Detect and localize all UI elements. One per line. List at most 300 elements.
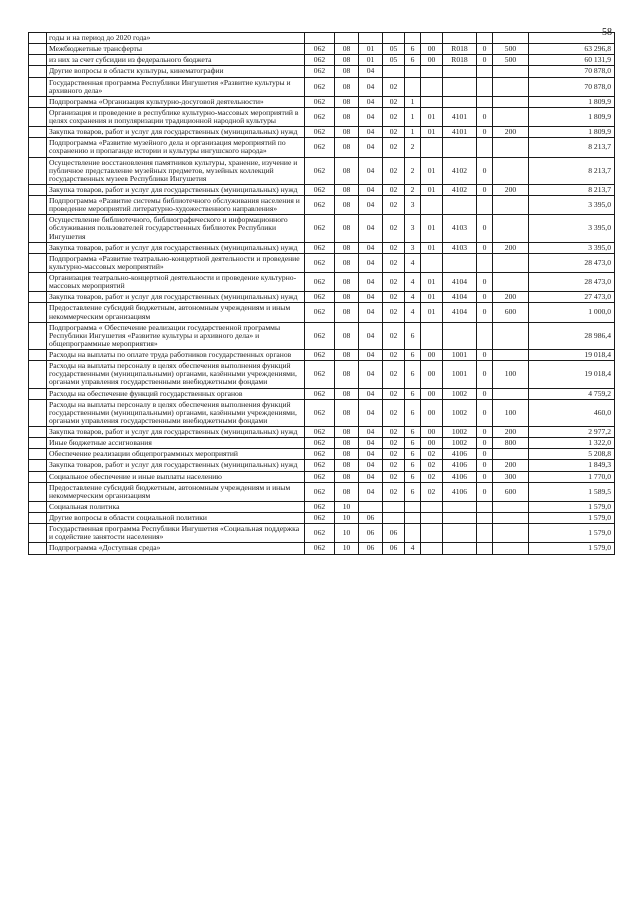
admin-code-cell: 062 (305, 253, 335, 272)
event-code-cell: 00 (421, 55, 443, 66)
reserve-code-cell: 0 (477, 292, 493, 303)
admin-code-cell: 062 (305, 427, 335, 438)
admin-code-cell: 062 (305, 524, 335, 543)
section-code-cell: 08 (335, 77, 359, 96)
event-code-cell: 01 (421, 107, 443, 126)
reserve-code-cell: 0 (477, 127, 493, 138)
reserve-code-cell: 0 (477, 427, 493, 438)
row-marker-cell (29, 471, 47, 482)
table-row (29, 449, 615, 460)
reserve-code-cell: 0 (477, 460, 493, 471)
reserve-code-cell: 0 (477, 388, 493, 399)
subprogram-code-cell: 6 (405, 427, 421, 438)
event-code-cell: 01 (421, 157, 443, 184)
subsection-code-cell: 06 (359, 524, 383, 543)
amount-cell: 2 977,2 (529, 427, 615, 438)
row-name-cell: Межбюджетные трансферты (47, 44, 305, 55)
admin-code-cell: 062 (305, 127, 335, 138)
expense-type-cell: 100 (493, 361, 529, 388)
reserve-code-cell: 0 (477, 399, 493, 426)
row-name-cell: Государственная программа Республики Ингушетия «Развитие культуры и архивного дела» (47, 77, 305, 96)
direction-code-cell (443, 138, 477, 157)
direction-code-cell (443, 66, 477, 77)
amount-cell: 1 809,9 (529, 107, 615, 126)
row-marker-cell (29, 399, 47, 426)
admin-code-cell: 062 (305, 350, 335, 361)
expense-type-cell (493, 77, 529, 96)
subprogram-code-cell: 6 (405, 361, 421, 388)
direction-code-cell (443, 33, 477, 44)
section-code-cell: 08 (335, 292, 359, 303)
subprogram-code-cell: 2 (405, 138, 421, 157)
amount-cell: 1 579,0 (529, 543, 615, 554)
amount-cell: 28 473,0 (529, 273, 615, 292)
row-name-cell: Осуществление библиотечного, библиографического и информационного обслуживания пользователей государственных библиотек Республики Ингушетия (47, 215, 305, 242)
reserve-code-cell: 0 (477, 184, 493, 195)
row-marker-cell (29, 292, 47, 303)
subsection-code-cell: 04 (359, 253, 383, 272)
row-name-cell: Подпрограмма «Организация культурно-досуговой деятельности» (47, 96, 305, 107)
table-row (29, 399, 615, 426)
section-code-cell: 08 (335, 96, 359, 107)
row-name-cell: Расходы на выплаты персоналу в целях обеспечения выполнения функций государственными (муниципальными) органами, казёнными учреждениями, органами управления государственными внебюджетными фондами (47, 361, 305, 388)
row-marker-cell (29, 438, 47, 449)
row-marker-cell (29, 242, 47, 253)
direction-code-cell: 1001 (443, 350, 477, 361)
subprogram-code-cell: 4 (405, 292, 421, 303)
section-code-cell: 08 (335, 138, 359, 157)
row-marker-cell (29, 138, 47, 157)
subsection-code-cell: 04 (359, 388, 383, 399)
reserve-code-cell: 0 (477, 482, 493, 501)
subprogram-code-cell: 6 (405, 55, 421, 66)
expense-type-cell: 500 (493, 44, 529, 55)
row-marker-cell (29, 501, 47, 512)
reserve-code-cell: 0 (477, 55, 493, 66)
direction-code-cell: 1002 (443, 438, 477, 449)
amount-cell: 1 000,0 (529, 303, 615, 322)
direction-code-cell: R018 (443, 55, 477, 66)
program-code-cell (383, 513, 405, 524)
event-code-cell (421, 253, 443, 272)
row-name-cell: Другие вопросы в области социальной политики (47, 513, 305, 524)
admin-code-cell: 062 (305, 215, 335, 242)
table-row (29, 253, 615, 272)
subsection-code-cell: 06 (359, 513, 383, 524)
reserve-code-cell (477, 253, 493, 272)
expense-type-cell: 300 (493, 471, 529, 482)
event-code-cell: 01 (421, 184, 443, 195)
section-code-cell: 08 (335, 273, 359, 292)
table-body (29, 33, 615, 555)
row-name-cell: Расходы на выплаты по оплате труда работников государственных органов (47, 350, 305, 361)
table-row (29, 501, 615, 512)
direction-code-cell (443, 543, 477, 554)
event-code-cell (421, 322, 443, 349)
event-code-cell: 00 (421, 350, 443, 361)
direction-code-cell: 1002 (443, 427, 477, 438)
reserve-code-cell (477, 33, 493, 44)
event-code-cell: 01 (421, 242, 443, 253)
table-row (29, 55, 615, 66)
event-code-cell: 00 (421, 399, 443, 426)
expense-type-cell: 200 (493, 292, 529, 303)
row-marker-cell (29, 322, 47, 349)
amount-cell: 19 018,4 (529, 350, 615, 361)
direction-code-cell: 4103 (443, 242, 477, 253)
admin-code-cell: 062 (305, 96, 335, 107)
table-row (29, 44, 615, 55)
table-row (29, 127, 615, 138)
row-marker-cell (29, 196, 47, 215)
expense-type-cell: 600 (493, 482, 529, 501)
program-code-cell: 02 (383, 303, 405, 322)
subprogram-code-cell: 6 (405, 399, 421, 426)
program-code-cell: 02 (383, 77, 405, 96)
section-code-cell: 08 (335, 361, 359, 388)
subprogram-code-cell: 4 (405, 543, 421, 554)
subsection-code-cell: 04 (359, 350, 383, 361)
section-code-cell: 08 (335, 482, 359, 501)
subsection-code-cell: 04 (359, 292, 383, 303)
program-code-cell (383, 501, 405, 512)
subprogram-code-cell: 1 (405, 127, 421, 138)
subprogram-code-cell: 6 (405, 471, 421, 482)
expense-type-cell (493, 388, 529, 399)
row-name-cell: Закупка товаров, работ и услуг для государственных (муниципальных) нужд (47, 242, 305, 253)
direction-code-cell: 4106 (443, 471, 477, 482)
expense-type-cell: 800 (493, 438, 529, 449)
section-code-cell: 08 (335, 44, 359, 55)
subsection-code-cell: 04 (359, 77, 383, 96)
event-code-cell: 00 (421, 44, 443, 55)
table-row (29, 292, 615, 303)
subprogram-code-cell: 3 (405, 215, 421, 242)
table-row (29, 460, 615, 471)
expense-type-cell (493, 138, 529, 157)
program-code-cell: 02 (383, 184, 405, 195)
reserve-code-cell: 0 (477, 242, 493, 253)
reserve-code-cell: 0 (477, 449, 493, 460)
row-marker-cell (29, 96, 47, 107)
admin-code-cell: 062 (305, 449, 335, 460)
event-code-cell (421, 513, 443, 524)
admin-code-cell: 062 (305, 292, 335, 303)
reserve-code-cell: 0 (477, 157, 493, 184)
subsection-code-cell: 04 (359, 303, 383, 322)
program-code-cell: 02 (383, 253, 405, 272)
amount-cell: 8 213,7 (529, 138, 615, 157)
table-row (29, 482, 615, 501)
admin-code-cell: 062 (305, 242, 335, 253)
row-name-cell: Расходы на выплаты персоналу в целях обеспечения выполнения функций государственными (муниципальными) органами, казёнными учреждениями, органами управления государственными внебюджетными фондами (47, 399, 305, 426)
section-code-cell: 08 (335, 253, 359, 272)
subprogram-code-cell: 6 (405, 350, 421, 361)
row-marker-cell (29, 482, 47, 501)
reserve-code-cell: 0 (477, 471, 493, 482)
expense-type-cell (493, 449, 529, 460)
expense-type-cell (493, 215, 529, 242)
amount-cell: 28 473,0 (529, 253, 615, 272)
row-name-cell: Другие вопросы в области культуры, кинематографии (47, 66, 305, 77)
program-code-cell (383, 66, 405, 77)
section-code-cell: 10 (335, 501, 359, 512)
expense-type-cell (493, 543, 529, 554)
event-code-cell: 00 (421, 438, 443, 449)
event-code-cell: 02 (421, 449, 443, 460)
subprogram-code-cell: 4 (405, 273, 421, 292)
row-name-cell: Закупка товаров, работ и услуг для государственных (муниципальных) нужд (47, 184, 305, 195)
event-code-cell (421, 77, 443, 96)
direction-code-cell (443, 96, 477, 107)
subprogram-code-cell: 6 (405, 322, 421, 349)
direction-code-cell (443, 253, 477, 272)
event-code-cell (421, 524, 443, 543)
reserve-code-cell: 0 (477, 303, 493, 322)
row-marker-cell (29, 253, 47, 272)
subsection-code-cell: 04 (359, 438, 383, 449)
subsection-code-cell: 04 (359, 322, 383, 349)
subprogram-code-cell: 6 (405, 388, 421, 399)
subprogram-code-cell: 6 (405, 449, 421, 460)
reserve-code-cell (477, 66, 493, 77)
admin-code-cell: 062 (305, 399, 335, 426)
row-marker-cell (29, 33, 47, 44)
direction-code-cell: 4106 (443, 482, 477, 501)
program-code-cell (383, 33, 405, 44)
row-name-cell: из них за счет субсидии из федерального бюджета (47, 55, 305, 66)
expense-type-cell: 200 (493, 127, 529, 138)
program-code-cell: 02 (383, 350, 405, 361)
table-row (29, 96, 615, 107)
subsection-code-cell: 04 (359, 215, 383, 242)
table-row (29, 273, 615, 292)
amount-cell: 1 579,0 (529, 513, 615, 524)
direction-code-cell (443, 77, 477, 96)
amount-cell: 8 213,7 (529, 157, 615, 184)
section-code-cell: 10 (335, 543, 359, 554)
admin-code-cell: 062 (305, 460, 335, 471)
subsection-code-cell: 04 (359, 96, 383, 107)
program-code-cell: 02 (383, 399, 405, 426)
program-code-cell: 02 (383, 292, 405, 303)
row-marker-cell (29, 127, 47, 138)
row-marker-cell (29, 524, 47, 543)
direction-code-cell: 1002 (443, 399, 477, 426)
subsection-code-cell: 04 (359, 427, 383, 438)
reserve-code-cell: 0 (477, 107, 493, 126)
event-code-cell: 00 (421, 427, 443, 438)
section-code-cell: 10 (335, 524, 359, 543)
section-code-cell: 08 (335, 460, 359, 471)
amount-cell: 1 579,0 (529, 501, 615, 512)
reserve-code-cell (477, 322, 493, 349)
subsection-code-cell: 04 (359, 361, 383, 388)
program-code-cell: 02 (383, 242, 405, 253)
admin-code-cell: 062 (305, 543, 335, 554)
event-code-cell: 01 (421, 127, 443, 138)
admin-code-cell: 062 (305, 513, 335, 524)
program-code-cell: 02 (383, 388, 405, 399)
admin-code-cell: 062 (305, 157, 335, 184)
event-code-cell: 02 (421, 460, 443, 471)
section-code-cell: 08 (335, 242, 359, 253)
row-name-cell: Закупка товаров, работ и услуг для государственных (муниципальных) нужд (47, 460, 305, 471)
section-code-cell: 08 (335, 388, 359, 399)
direction-code-cell: 4104 (443, 303, 477, 322)
subprogram-code-cell: 1 (405, 96, 421, 107)
subsection-code-cell: 04 (359, 273, 383, 292)
subsection-code-cell: 04 (359, 196, 383, 215)
subprogram-code-cell: 4 (405, 253, 421, 272)
subsection-code-cell: 04 (359, 460, 383, 471)
table-row (29, 427, 615, 438)
subprogram-code-cell (405, 501, 421, 512)
row-name-cell: Государственная программа Республики Ингушетия «Социальная поддержка и содействие занятости населения» (47, 524, 305, 543)
section-code-cell (335, 33, 359, 44)
subprogram-code-cell: 2 (405, 184, 421, 195)
section-code-cell: 08 (335, 55, 359, 66)
expense-type-cell (493, 66, 529, 77)
row-name-cell: Закупка товаров, работ и услуг для государственных (муниципальных) нужд (47, 127, 305, 138)
table-row (29, 471, 615, 482)
direction-code-cell: 1002 (443, 388, 477, 399)
subprogram-code-cell: 6 (405, 482, 421, 501)
subsection-code-cell: 04 (359, 157, 383, 184)
row-marker-cell (29, 184, 47, 195)
program-code-cell: 06 (383, 543, 405, 554)
amount-cell: 1 589,5 (529, 482, 615, 501)
table-row (29, 388, 615, 399)
table-row (29, 322, 615, 349)
expense-type-cell: 100 (493, 399, 529, 426)
row-name-cell: Закупка товаров, работ и услуг для государственных (муниципальных) нужд (47, 292, 305, 303)
subsection-code-cell: 04 (359, 471, 383, 482)
section-code-cell: 08 (335, 427, 359, 438)
expense-type-cell (493, 350, 529, 361)
event-code-cell (421, 66, 443, 77)
subprogram-code-cell: 3 (405, 196, 421, 215)
program-code-cell: 02 (383, 427, 405, 438)
amount-cell: 70 878,0 (529, 66, 615, 77)
row-name-cell: Социальная политика (47, 501, 305, 512)
row-name-cell: Закупка товаров, работ и услуг для государственных (муниципальных) нужд (47, 427, 305, 438)
section-code-cell: 08 (335, 107, 359, 126)
subsection-code-cell: 04 (359, 482, 383, 501)
program-code-cell: 02 (383, 107, 405, 126)
table-row (29, 77, 615, 96)
subprogram-code-cell (405, 77, 421, 96)
section-code-cell: 08 (335, 438, 359, 449)
section-code-cell: 08 (335, 399, 359, 426)
amount-cell: 460,0 (529, 399, 615, 426)
expense-type-cell (493, 322, 529, 349)
row-marker-cell (29, 303, 47, 322)
table-row (29, 513, 615, 524)
event-code-cell: 00 (421, 388, 443, 399)
admin-code-cell: 062 (305, 471, 335, 482)
program-code-cell: 02 (383, 215, 405, 242)
reserve-code-cell (477, 513, 493, 524)
row-name-cell: Организация и проведение в республике культурно-массовых мероприятий в целях сохранения и популяризации традиционной народной культуры (47, 107, 305, 126)
subprogram-code-cell (405, 66, 421, 77)
program-code-cell: 05 (383, 44, 405, 55)
subprogram-code-cell: 3 (405, 242, 421, 253)
section-code-cell: 08 (335, 66, 359, 77)
admin-code-cell: 062 (305, 273, 335, 292)
direction-code-cell: 4101 (443, 127, 477, 138)
program-code-cell: 02 (383, 449, 405, 460)
row-name-cell: Подпрограмма «Доступная среда» (47, 543, 305, 554)
amount-cell: 28 986,4 (529, 322, 615, 349)
budget-table (28, 32, 615, 555)
section-code-cell: 08 (335, 157, 359, 184)
expense-type-cell: 200 (493, 460, 529, 471)
program-code-cell: 02 (383, 96, 405, 107)
admin-code-cell: 062 (305, 44, 335, 55)
program-code-cell: 02 (383, 471, 405, 482)
table-row (29, 107, 615, 126)
table-row (29, 524, 615, 543)
row-marker-cell (29, 460, 47, 471)
subprogram-code-cell: 2 (405, 157, 421, 184)
row-name-cell: Обеспечение реализации общепрограммных мероприятий (47, 449, 305, 460)
subprogram-code-cell: 4 (405, 303, 421, 322)
event-code-cell (421, 96, 443, 107)
table-row (29, 157, 615, 184)
row-marker-cell (29, 427, 47, 438)
page-number: 58 (602, 27, 612, 38)
event-code-cell: 01 (421, 273, 443, 292)
row-marker-cell (29, 361, 47, 388)
admin-code-cell: 062 (305, 501, 335, 512)
row-marker-cell (29, 77, 47, 96)
section-code-cell: 08 (335, 303, 359, 322)
amount-cell: 5 208,8 (529, 449, 615, 460)
row-name-cell: Предоставление субсидий бюджетным, автономным учреждениям и иным некоммерческим организациям (47, 482, 305, 501)
row-name-cell: Организация театрально-концертной деятельности и проведение культурно-массовых мероприятий (47, 273, 305, 292)
subprogram-code-cell (405, 33, 421, 44)
amount-cell: 1 322,0 (529, 438, 615, 449)
reserve-code-cell: 0 (477, 350, 493, 361)
program-code-cell: 02 (383, 460, 405, 471)
expense-type-cell (493, 157, 529, 184)
subsection-code-cell: 04 (359, 66, 383, 77)
reserve-code-cell (477, 138, 493, 157)
amount-cell: 19 018,4 (529, 361, 615, 388)
subsection-code-cell: 04 (359, 107, 383, 126)
admin-code-cell: 062 (305, 66, 335, 77)
admin-code-cell: 062 (305, 482, 335, 501)
event-code-cell (421, 138, 443, 157)
subprogram-code-cell: 1 (405, 107, 421, 126)
admin-code-cell: 062 (305, 322, 335, 349)
row-name-cell: Социальное обеспечение и иные выплаты населению (47, 471, 305, 482)
event-code-cell (421, 543, 443, 554)
event-code-cell: 01 (421, 303, 443, 322)
expense-type-cell: 600 (493, 303, 529, 322)
section-code-cell: 08 (335, 350, 359, 361)
event-code-cell: 02 (421, 471, 443, 482)
reserve-code-cell: 0 (477, 438, 493, 449)
direction-code-cell (443, 322, 477, 349)
event-code-cell: 00 (421, 361, 443, 388)
direction-code-cell (443, 196, 477, 215)
expense-type-cell (493, 524, 529, 543)
row-name-cell: годы и на период до 2020 года» (47, 33, 305, 44)
table-row (29, 303, 615, 322)
admin-code-cell: 062 (305, 361, 335, 388)
